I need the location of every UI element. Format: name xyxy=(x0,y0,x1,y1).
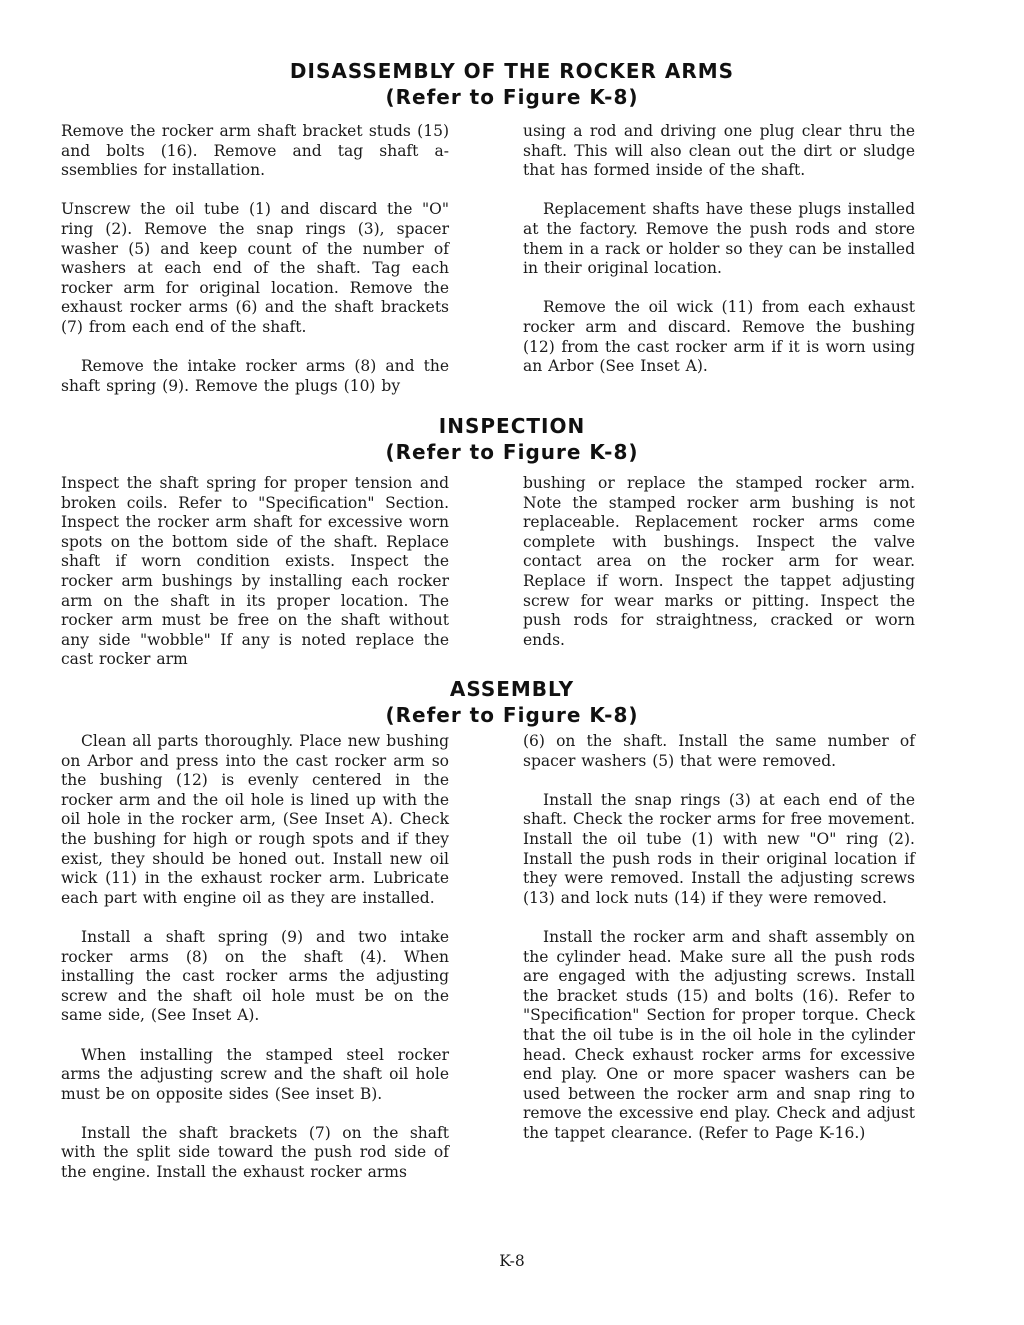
paragraph: Clean all parts thoroughly. Place new bushing on Arbor and press into the cast rocker arm so the bushing (12) is evenly centered in the rocker arm and the oil hole is lined up with the oil hole in the rocker arm, (See Inset A). Check the bushing for high or rough spots and if they exist, they should be honed out. Install new oil wick (11) in the exhaust rocker arm. Lubricate each part with engine oil as they are installed. xyxy=(61,732,449,907)
disassembly-title: DISASSEMBLY OF THE ROCKER ARMS xyxy=(289,59,735,83)
paragraph: Remove the intake rocker arms (8) and the shaft spring (9). Remove the plugs (10) by xyxy=(61,357,449,395)
assembly-heading xyxy=(0,676,1024,728)
assembly-subtitle: (Refer to Figure K-8) xyxy=(385,703,639,727)
assembly-title: ASSEMBLY xyxy=(449,677,575,701)
assembly-left-column xyxy=(61,732,449,1183)
assembly-right-column xyxy=(523,732,915,1143)
paragraph: Install the rocker arm and shaft assembly on the cylinder head. Make sure all the push rods are engaged with the adjusting screws. Install the bracket studs (15) and bolts (16). Refer to "Specification" Section for proper torque. Check that the oil tube is in the oil hole in the cylinder head. Check exhaust rocker arms for excessive end play. One or more spacer washers can be used between the rocker arm and snap ring to remove the excessive end play. Check and adjust the tappet clearance. (Refer to Page K-16.) xyxy=(523,927,915,1142)
inspection-heading xyxy=(0,413,1024,465)
inspection-right-column xyxy=(523,474,915,650)
disassembly-heading xyxy=(0,58,1024,110)
paragraph: Remove the oil wick (11) from each exhaust rocker arm and discard. Remove the bushing (12) from the cast rocker arm if it is worn using an Arbor (See Inset A). xyxy=(523,298,915,376)
paragraph: Install a shaft spring (9) and two intake rocker arms (8) on the shaft (4). When installing the cast rocker arms the adjusting screw and the shaft oil hole must be on the same side, (See Inset A). xyxy=(61,927,449,1025)
paragraph: Unscrew the oil tube (1) and discard the "O" ring (2). Remove the snap rings (3), spacer washer (5) and keep count of the number of washers at each end of the shaft. Tag each rocker arm for original location. Remove the exhaust rocker arms (6) and the shaft brackets (7) from each end of the shaft. xyxy=(61,200,449,336)
inspection-subtitle: (Refer to Figure K-8) xyxy=(385,440,639,464)
paragraph: using a rod and driving one plug clear thru the shaft. This will also clean out the dirt or sludge that has formed inside of the shaft. xyxy=(523,122,915,180)
disassembly-subtitle: (Refer to Figure K-8) xyxy=(385,85,639,109)
disassembly-left-column xyxy=(61,122,449,396)
paragraph: Replacement shafts have these plugs installed at the factory. Remove the push rods and store them in a rack or holder so they can be installed in their original location. xyxy=(523,200,915,278)
inspection-left-column xyxy=(61,474,449,670)
paragraph: Remove the rocker arm shaft bracket studs (15) and bolts (16). Remove and tag shaft a-ssemblies for installation. xyxy=(61,122,449,180)
inspection-title: INSPECTION xyxy=(438,414,586,438)
paragraph: Install the snap rings (3) at each end of the shaft. Check the rocker arms for free movement. Install the oil tube (1) with new "O" ring (2). Install the push rods in their original location if they were removed. Install the adjusting screws (13) and lock nuts (14) if they were removed. xyxy=(523,790,915,907)
paragraph: Install the shaft brackets (7) on the shaft with the split side toward the push rod side of the engine. Install the exhaust rocker arms xyxy=(61,1123,449,1182)
paragraph: bushing or replace the stamped rocker arm. Note the stamped rocker arm bushing is not replaceable. Replacement rocker arms come complete with bushings. Inspect the valve contact area on the rocker arm for wear. Replace if worn. Inspect the tappet adjusting screw for wear marks or pitting. Inspect the push rods for straightness, cracked or worn ends. xyxy=(523,474,915,649)
page-number: K-8 xyxy=(499,1252,525,1270)
paragraph: Inspect the shaft spring for proper tension and broken coils. Refer to "Specification" Section. Inspect the rocker arm shaft for excessive worn spots on the bottom side of the shaft. Replace shaft if worn condition exists. Inspect the rocker arm bushings by installing each rocker arm on the shaft in its proper location. The rocker arm must be free on the shaft without any side "wobble" If any is noted replace the cast rocker arm xyxy=(61,474,449,669)
paragraph: When installing the stamped steel rocker arms the adjusting screw and the shaft oil hole must be on opposite sides (See inset B). xyxy=(61,1045,449,1103)
paragraph: (6) on the shaft. Install the same number of spacer washers (5) that were removed. xyxy=(523,732,915,770)
disassembly-right-column xyxy=(523,122,915,377)
